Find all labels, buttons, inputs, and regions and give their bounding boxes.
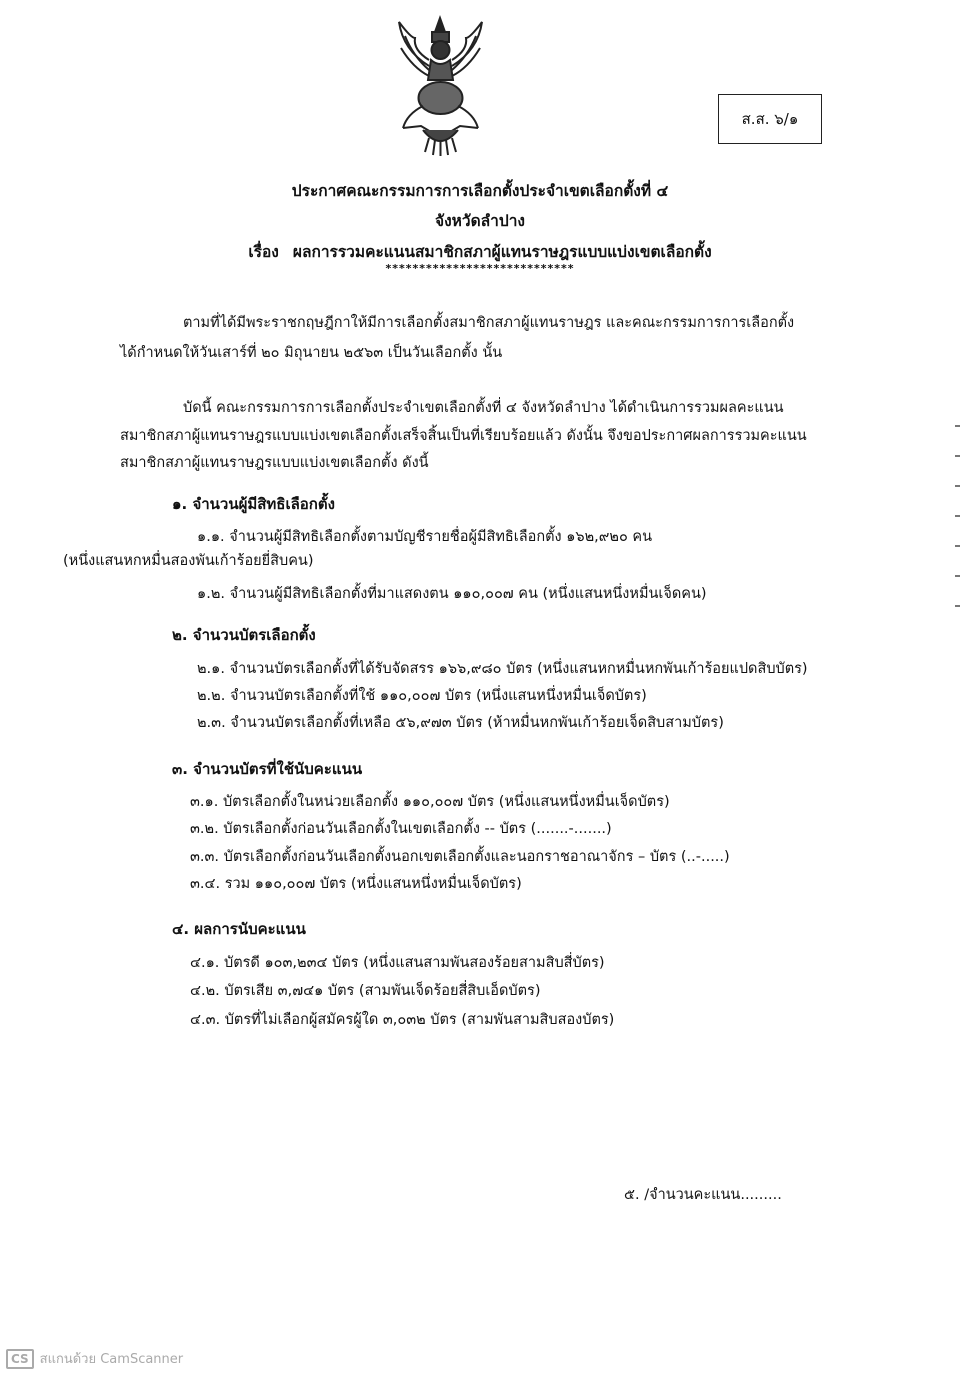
margin-tick [955,485,960,487]
form-code: ส.ส. ๖/๑ [741,110,799,128]
section-4-item-1: ๔.๑. บัตรดี ๑๐๓,๒๓๔ บัตร (หนึ่งแสนสามพันสองร้อยสามสิบสี่บัตร) [190,955,605,971]
section-4-heading: ๔. ผลการนับคะแนน [172,920,306,938]
subject-text: ผลการรวมคะแนนสมาชิกสภาผู้แทนราษฎรแบบแบ่งเขตเลือกตั้ง [292,243,712,261]
section-4-item-2: ๔.๒. บัตรเสีย ๓,๗๔๑ บัตร (สามพันเจ็ดร้อยสี่สิบเอ็ดบัตร) [190,983,541,999]
subject-line [0,239,960,264]
section-1-item-1: ๑.๑. จำนวนผู้มีสิทธิเลือกตั้งตามบัญชีรายชื่อผู้มีสิทธิเลือกตั้ง ๑๖๒,๙๒๐ คน [197,529,653,545]
province-name: จังหวัดลำปาง [435,212,525,230]
announcement-title: ประกาศคณะกรรมการการเลือกตั้งประจำเขตเลือกตั้งที่ ๔ [291,182,669,200]
section-2-item-2: ๒.๒. จำนวนบัตรเลือกตั้งที่ใช้ ๑๑๐,๐๐๗ บัตร (หนึ่งแสนหนึ่งหมื่นเจ็ดบัตร) [197,688,647,704]
intro-para2-line1: บัดนี้ คณะกรรมการการเลือกตั้งประจำเขตเลือกตั้งที่ ๔ จังหวัดลำปาง ได้ดำเนินการรวมผลคะแนน [183,400,784,416]
margin-tick [955,545,960,547]
section-4-item-3: ๔.๓. บัตรที่ไม่เลือกผู้สมัครผู้ใด ๓,๐๓๒ บัตร (สามพันสามสิบสองบัตร) [190,1012,615,1028]
margin-tick [955,515,960,517]
section-1-heading: ๑. จำนวนผู้มีสิทธิเลือกตั้ง [172,495,335,513]
section-3-heading: ๓. จำนวนบัตรที่ใช้นับคะแนน [172,760,363,778]
margin-tick [955,605,960,607]
section-3-item-4: ๓.๔. รวม ๑๑๐,๐๐๗ บัตร (หนึ่งแสนหนึ่งหมื่นเจ็ดบัตร) [190,876,522,892]
camscanner-watermark [6,1348,183,1369]
watermark-text: สแกนด้วย CamScanner [39,1352,184,1367]
section-2-heading: ๒. จำนวนบัตรเลือกตั้ง [172,626,316,644]
section-2-item-1: ๒.๑. จำนวนบัตรเลือกตั้งที่ได้รับจัดสรร ๑๖๖,๙๘๐ บัตร (หนึ่งแสนหกหมื่นหกพันเก้าร้อยแปดสิบบัตร) [197,661,808,677]
section-1-item-2: ๑.๒. จำนวนผู้มีสิทธิเลือกตั้งที่มาแสดงตน ๑๑๐,๐๐๗ คน (หนึ่งแสนหนึ่งหมื่นเจ็ดคน) [197,586,707,602]
margin-tick [955,455,960,457]
section-2-item-3: ๒.๓. จำนวนบัตรเลือกตั้งที่เหลือ ๕๖,๙๗๓ บัตร (ห้าหมื่นหกพันเก้าร้อยเจ็ดสิบสามบัตร) [197,715,724,731]
intro-para1-line2: ได้กำหนดให้วันเสาร์ที่ ๒๐ มิถุนายน ๒๕๖๓ เป็นวันเลือกตั้ง นั้น [120,345,503,361]
section-3-item-3: ๓.๓. บัตรเลือกตั้งก่อนวันเลือกตั้งนอกเขตเลือกตั้งและนอกราชอาณาจักร – บัตร (..-.....) [190,849,730,865]
margin-tick [955,425,960,427]
section-1-item-1-continuation: (หนึ่งแสนหกหมื่นสองพันเก้าร้อยยี่สิบคน) [63,553,314,569]
camscanner-logo-icon: CS [6,1349,34,1369]
subject-label: เรื่อง [248,243,279,261]
intro-para1-line1: ตามที่ได้มีพระราชกฤษฎีกาให้มีการเลือกตั้งสมาชิกสภาผู้แทนราษฎร และคณะกรรมการการเลือกตั้ง [183,315,795,331]
section-3-item-2: ๓.๒. บัตรเลือกตั้งก่อนวันเลือกตั้งในเขตเลือกตั้ง -- บัตร (.......-.......) [190,821,612,837]
form-code-box [718,94,822,144]
intro-para2-line3: สมาชิกสภาผู้แทนราษฎรแบบแบ่งเขตเลือกตั้ง ดังนี้ [120,455,429,471]
garuda-emblem-icon [393,10,488,160]
section-3-item-1: ๓.๑. บัตรเลือกตั้งในหน่วยเลือกตั้ง ๑๑๐,๐๐๗ บัตร (หนึ่งแสนหนึ่งหมื่นเจ็ดบัตร) [190,794,670,810]
title-separator: **************************** [385,262,575,275]
intro-para2-line2: สมาชิกสภาผู้แทนราษฎรแบบแบ่งเขตเลือกตั้งเสร็จสิ้นเป็นที่เรียบร้อยแล้ว ดังนั้น จึงขอประกาศผลการรวมคะแนน [120,428,807,444]
margin-tick [955,575,960,577]
next-page-reference: ๕. /จำนวนคะแนน......... [624,1187,782,1203]
